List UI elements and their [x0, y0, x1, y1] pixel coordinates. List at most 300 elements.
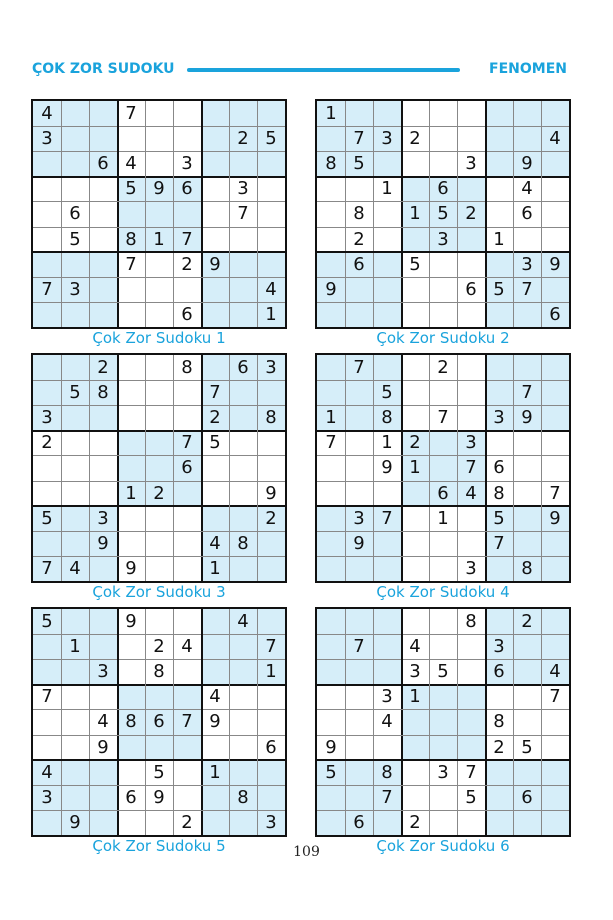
grid-line — [317, 227, 569, 228]
sudoku-cell — [117, 810, 145, 835]
grid-line — [317, 176, 569, 178]
sudoku-cell — [317, 380, 345, 405]
sudoku-cell — [173, 355, 201, 380]
cell-digit: 6 — [237, 357, 249, 379]
sudoku-cell — [257, 355, 285, 380]
sudoku-cell — [229, 101, 257, 126]
sudoku-cell — [541, 506, 569, 531]
cell-digit: 2 — [181, 811, 193, 833]
cell-digit: 9 — [209, 711, 221, 733]
sudoku-cell — [373, 735, 401, 760]
cell-digit: 1 — [325, 407, 337, 429]
sudoku-cell — [61, 101, 89, 126]
sudoku-cell — [89, 355, 117, 380]
cell-digit: 2 — [153, 636, 165, 658]
sudoku-cell — [173, 760, 201, 785]
sudoku-cell — [33, 151, 61, 176]
grid-line — [33, 810, 285, 811]
sudoku-cell — [457, 151, 485, 176]
sudoku-cell — [89, 455, 117, 480]
cell-digit: 6 — [493, 457, 505, 479]
sudoku-cell — [429, 556, 457, 581]
grid-line — [457, 101, 458, 327]
grid-line — [33, 634, 285, 635]
sudoku-cell — [145, 506, 173, 531]
grid-line — [117, 609, 119, 835]
cell-digit: 8 — [325, 153, 337, 175]
sudoku-cell — [117, 531, 145, 556]
sudoku-cell — [33, 126, 61, 151]
sudoku-cell — [457, 355, 485, 380]
sudoku-cell — [317, 302, 345, 327]
sudoku-cell — [345, 380, 373, 405]
sudoku-cell — [429, 126, 457, 151]
cell-digit: 5 — [493, 278, 505, 300]
grid-line — [173, 101, 174, 327]
sudoku-cell — [229, 481, 257, 506]
grid-line — [33, 785, 285, 786]
sudoku-cell — [89, 151, 117, 176]
sudoku-cell — [257, 609, 285, 634]
sudoku-cell — [345, 455, 373, 480]
cell-digit: 1 — [125, 482, 137, 504]
sudoku-cell — [541, 609, 569, 634]
sudoku-cell — [173, 810, 201, 835]
cell-digit: 2 — [237, 128, 249, 150]
sudoku-cell — [429, 735, 457, 760]
cell-digit: 3 — [97, 507, 109, 529]
grid-line — [317, 481, 569, 482]
sudoku-cell — [145, 531, 173, 556]
sudoku-cell — [173, 227, 201, 252]
sudoku-cell — [145, 227, 173, 252]
cell-digit: 2 — [97, 357, 109, 379]
sudoku-cell — [485, 785, 513, 810]
sudoku-cell — [513, 659, 541, 684]
sudoku-cell — [257, 126, 285, 151]
sudoku-cell — [457, 531, 485, 556]
sudoku-cell — [229, 430, 257, 455]
cell-digit: 2 — [521, 611, 533, 633]
sudoku-cell — [61, 481, 89, 506]
sudoku-cell — [145, 176, 173, 201]
sudoku-cell — [345, 506, 373, 531]
sudoku-cell — [201, 405, 229, 430]
sudoku-cell — [117, 176, 145, 201]
grid-line — [485, 609, 487, 835]
sudoku-cell — [89, 176, 117, 201]
cell-digit: 7 — [381, 786, 393, 808]
sudoku-cell — [201, 201, 229, 226]
sudoku-cell — [145, 709, 173, 734]
sudoku-cell — [89, 760, 117, 785]
sudoku-cell — [117, 735, 145, 760]
cell-digit: 5 — [437, 661, 449, 683]
sudoku-cell — [61, 556, 89, 581]
sudoku-cell — [457, 684, 485, 709]
cell-digit: 5 — [493, 507, 505, 529]
grid-line — [145, 609, 146, 835]
sudoku-cell — [173, 302, 201, 327]
sudoku-cell — [429, 151, 457, 176]
sudoku-cell — [513, 531, 541, 556]
sudoku-cell — [345, 709, 373, 734]
cell-digit: 2 — [437, 357, 449, 379]
cell-digit: 4 — [69, 557, 81, 579]
sudoku-cell — [541, 227, 569, 252]
sudoku-cell — [257, 684, 285, 709]
cell-digit: 4 — [41, 103, 53, 125]
sudoku-cell — [401, 227, 429, 252]
cell-digit: 2 — [409, 811, 421, 833]
sudoku-cell — [229, 126, 257, 151]
sudoku-cell — [257, 531, 285, 556]
cell-digit: 9 — [549, 253, 561, 275]
sudoku-cell — [201, 277, 229, 302]
sudoku-cell — [89, 735, 117, 760]
puzzle-caption: Çok Zor Sudoku 4 — [376, 583, 510, 601]
sudoku-cell — [429, 785, 457, 810]
cell-digit: 6 — [265, 736, 277, 758]
cell-digit: 1 — [493, 228, 505, 250]
sudoku-grid-6 — [315, 607, 571, 837]
sudoku-cell — [541, 302, 569, 327]
grid-line — [373, 609, 374, 835]
sudoku-cell — [317, 101, 345, 126]
sudoku-cell — [33, 609, 61, 634]
cell-digit: 7 — [237, 203, 249, 225]
sudoku-cell — [257, 176, 285, 201]
sudoku-cell — [201, 531, 229, 556]
sudoku-cell — [229, 405, 257, 430]
sudoku-cell — [33, 355, 61, 380]
sudoku-cell — [61, 609, 89, 634]
cell-digit: 3 — [493, 636, 505, 658]
grid-line — [33, 531, 285, 532]
sudoku-cell — [89, 405, 117, 430]
sudoku-cell — [61, 176, 89, 201]
sudoku-cell — [513, 355, 541, 380]
sudoku-cell — [485, 302, 513, 327]
sudoku-cell — [345, 481, 373, 506]
sudoku-cell — [485, 176, 513, 201]
sudoku-cell — [485, 531, 513, 556]
sudoku-cell — [173, 531, 201, 556]
sudoku-cell — [173, 659, 201, 684]
page-header-title: ÇOK ZOR SUDOKU — [32, 61, 175, 77]
sudoku-cell — [373, 277, 401, 302]
sudoku-cell — [541, 735, 569, 760]
sudoku-cell — [61, 455, 89, 480]
grid-line — [201, 101, 203, 327]
cell-digit: 1 — [409, 457, 421, 479]
sudoku-cell — [257, 481, 285, 506]
sudoku-cell — [345, 277, 373, 302]
sudoku-cell — [513, 227, 541, 252]
sudoku-cell — [117, 609, 145, 634]
cell-digit: 9 — [153, 786, 165, 808]
sudoku-cell — [457, 201, 485, 226]
puzzle-caption: Çok Zor Sudoku 5 — [92, 837, 226, 855]
sudoku-cell — [201, 709, 229, 734]
sudoku-cell — [229, 252, 257, 277]
sudoku-cell — [541, 481, 569, 506]
sudoku-cell — [61, 355, 89, 380]
grid-line — [345, 609, 346, 835]
sudoku-cell — [457, 481, 485, 506]
cell-digit: 1 — [437, 507, 449, 529]
cell-digit: 4 — [265, 278, 277, 300]
puzzle-caption: Çok Zor Sudoku 3 — [92, 583, 226, 601]
grid-line — [33, 430, 285, 432]
cell-digit: 3 — [69, 278, 81, 300]
cell-digit: 3 — [265, 811, 277, 833]
sudoku-cell — [33, 455, 61, 480]
sudoku-cell — [485, 151, 513, 176]
sudoku-cell — [485, 634, 513, 659]
sudoku-cell — [145, 455, 173, 480]
sudoku-cell — [373, 785, 401, 810]
cell-digit: 5 — [41, 507, 53, 529]
sudoku-cell — [201, 735, 229, 760]
sudoku-cell — [33, 760, 61, 785]
sudoku-cell — [429, 176, 457, 201]
sudoku-cell — [373, 252, 401, 277]
cell-digit: 3 — [265, 357, 277, 379]
sudoku-cell — [485, 405, 513, 430]
grid-line — [229, 355, 230, 581]
sudoku-cell — [33, 252, 61, 277]
grid-line — [173, 355, 174, 581]
grid-line — [541, 355, 542, 581]
sudoku-cell — [201, 455, 229, 480]
sudoku-cell — [317, 709, 345, 734]
sudoku-cell — [317, 735, 345, 760]
sudoku-cell — [89, 101, 117, 126]
sudoku-cell — [173, 277, 201, 302]
grid-line — [317, 151, 569, 152]
sudoku-cell — [401, 760, 429, 785]
sudoku-cell — [229, 760, 257, 785]
sudoku-cell — [457, 810, 485, 835]
sudoku-cell — [541, 405, 569, 430]
sudoku-cell — [345, 252, 373, 277]
grid-line — [33, 251, 285, 253]
sudoku-cell — [145, 277, 173, 302]
sudoku-cell — [401, 709, 429, 734]
cell-digit: 1 — [381, 178, 393, 200]
cell-digit: 1 — [265, 661, 277, 683]
sudoku-cell — [317, 810, 345, 835]
sudoku-cell — [229, 506, 257, 531]
grid-line — [373, 101, 374, 327]
sudoku-cell — [173, 151, 201, 176]
sudoku-cell — [89, 684, 117, 709]
sudoku-cell — [201, 684, 229, 709]
sudoku-cell — [61, 785, 89, 810]
grid-line — [173, 609, 174, 835]
sudoku-cell — [345, 735, 373, 760]
sudoku-cell — [145, 252, 173, 277]
sudoku-cell — [145, 735, 173, 760]
grid-line — [33, 709, 285, 710]
sudoku-cell — [317, 531, 345, 556]
sudoku-cell — [485, 277, 513, 302]
sudoku-cell — [401, 455, 429, 480]
cell-digit: 6 — [549, 303, 561, 325]
cell-digit: 3 — [181, 153, 193, 175]
cell-digit: 2 — [409, 128, 421, 150]
cell-digit: 1 — [209, 761, 221, 783]
sudoku-cell — [61, 227, 89, 252]
sudoku-cell — [117, 302, 145, 327]
sudoku-cell — [429, 760, 457, 785]
grid-line — [317, 634, 569, 635]
sudoku-cell — [429, 252, 457, 277]
cell-digit: 5 — [69, 382, 81, 404]
sudoku-cell — [117, 455, 145, 480]
sudoku-cell — [89, 785, 117, 810]
sudoku-cell — [373, 659, 401, 684]
sudoku-cell — [145, 405, 173, 430]
sudoku-cell — [257, 556, 285, 581]
cell-digit: 1 — [69, 636, 81, 658]
sudoku-cell — [457, 380, 485, 405]
grid-line — [429, 609, 430, 835]
sudoku-cell — [513, 760, 541, 785]
grid-line — [401, 355, 403, 581]
cell-digit: 7 — [549, 686, 561, 708]
cell-digit: 5 — [381, 382, 393, 404]
cell-digit: 8 — [237, 786, 249, 808]
sudoku-cell — [89, 506, 117, 531]
sudoku-cell — [257, 277, 285, 302]
sudoku-cell — [373, 201, 401, 226]
sudoku-cell — [317, 151, 345, 176]
sudoku-cell — [117, 430, 145, 455]
sudoku-cell — [457, 227, 485, 252]
sudoku-cell — [457, 405, 485, 430]
sudoku-cell — [201, 355, 229, 380]
sudoku-cell — [513, 430, 541, 455]
cell-digit: 9 — [353, 532, 365, 554]
sudoku-cell — [173, 430, 201, 455]
sudoku-cell — [33, 634, 61, 659]
grid-line — [317, 709, 569, 710]
sudoku-cell — [401, 302, 429, 327]
sudoku-cell — [485, 455, 513, 480]
sudoku-cell — [317, 126, 345, 151]
cell-digit: 7 — [465, 457, 477, 479]
sudoku-cell — [541, 810, 569, 835]
sudoku-cell — [345, 201, 373, 226]
cell-digit: 9 — [153, 178, 165, 200]
sudoku-cell — [457, 277, 485, 302]
sudoku-cell — [145, 201, 173, 226]
sudoku-cell — [173, 101, 201, 126]
sudoku-cell — [345, 531, 373, 556]
sudoku-cell — [345, 151, 373, 176]
sudoku-cell — [317, 609, 345, 634]
grid-line — [317, 684, 569, 686]
sudoku-cell — [33, 785, 61, 810]
grid-line — [33, 455, 285, 456]
cell-digit: 2 — [153, 482, 165, 504]
sudoku-cell — [257, 302, 285, 327]
sudoku-cell — [541, 252, 569, 277]
sudoku-cell — [89, 556, 117, 581]
sudoku-cell — [229, 277, 257, 302]
cell-digit: 3 — [493, 407, 505, 429]
sudoku-cell — [317, 556, 345, 581]
sudoku-cell — [145, 430, 173, 455]
cell-digit: 6 — [181, 457, 193, 479]
cell-digit: 9 — [125, 557, 137, 579]
sudoku-cell — [513, 176, 541, 201]
cell-digit: 7 — [549, 482, 561, 504]
sudoku-cell — [257, 252, 285, 277]
sudoku-cell — [173, 709, 201, 734]
sudoku-cell — [117, 227, 145, 252]
page-number: 109 — [293, 844, 320, 860]
sudoku-cell — [401, 101, 429, 126]
cell-digit: 8 — [465, 611, 477, 633]
cell-digit: 3 — [381, 686, 393, 708]
grid-line — [61, 101, 62, 327]
sudoku-cell — [317, 481, 345, 506]
sudoku-cell — [33, 481, 61, 506]
cell-digit: 2 — [181, 253, 193, 275]
cell-digit: 2 — [265, 507, 277, 529]
sudoku-cell — [89, 609, 117, 634]
sudoku-cell — [485, 556, 513, 581]
cell-digit: 7 — [493, 532, 505, 554]
cell-digit: 4 — [521, 178, 533, 200]
grid-line — [89, 101, 90, 327]
sudoku-cell — [513, 634, 541, 659]
sudoku-cell — [373, 227, 401, 252]
sudoku-cell — [229, 684, 257, 709]
sudoku-cell — [401, 531, 429, 556]
sudoku-cell — [173, 481, 201, 506]
sudoku-cell — [201, 810, 229, 835]
cell-digit: 4 — [181, 636, 193, 658]
sudoku-cell — [513, 201, 541, 226]
cell-digit: 3 — [41, 407, 53, 429]
cell-digit: 8 — [381, 407, 393, 429]
grid-line — [541, 101, 542, 327]
grid-line — [89, 355, 90, 581]
sudoku-cell — [317, 277, 345, 302]
cell-digit: 4 — [125, 153, 137, 175]
sudoku-cell — [401, 556, 429, 581]
sudoku-cell — [33, 302, 61, 327]
sudoku-cell — [401, 430, 429, 455]
cell-digit: 5 — [353, 153, 365, 175]
sudoku-cell — [541, 785, 569, 810]
cell-digit: 8 — [381, 761, 393, 783]
sudoku-cell — [117, 151, 145, 176]
grid-line — [429, 101, 430, 327]
sudoku-cell — [373, 810, 401, 835]
sudoku-cell — [317, 430, 345, 455]
sudoku-cell — [457, 302, 485, 327]
sudoku-cell — [257, 430, 285, 455]
cell-digit: 7 — [41, 557, 53, 579]
grid-line — [33, 126, 285, 127]
sudoku-cell — [229, 302, 257, 327]
cell-digit: 2 — [409, 432, 421, 454]
